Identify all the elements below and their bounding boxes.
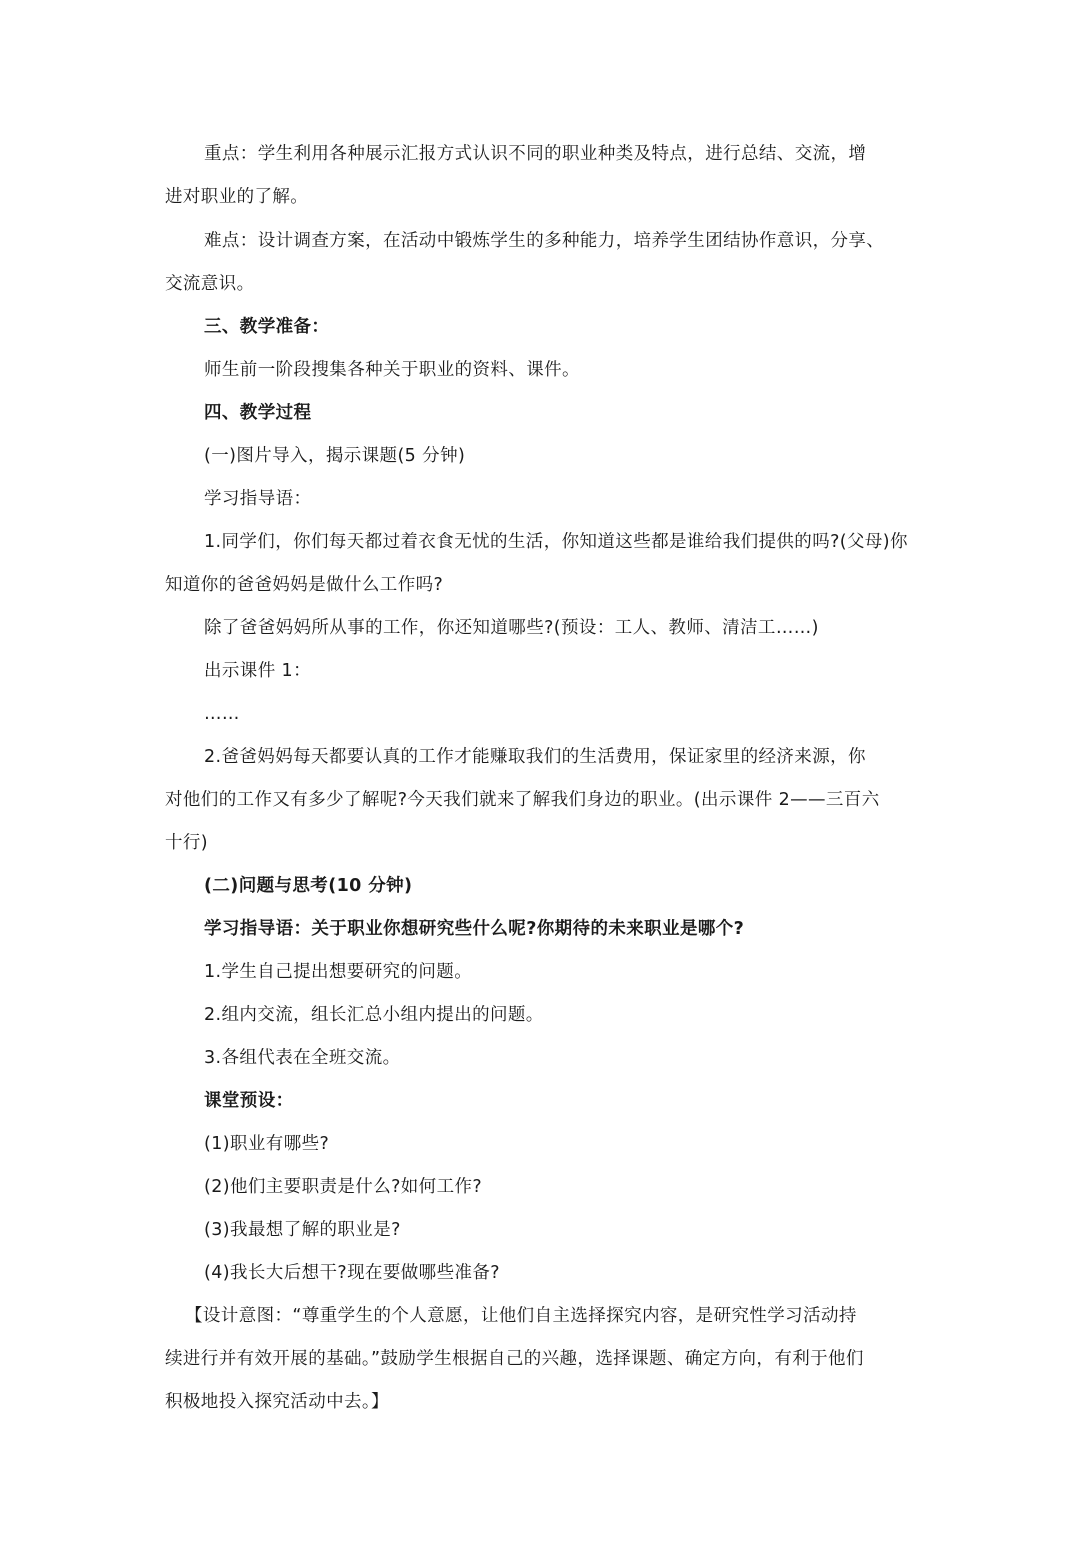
guide-label-1: 学习指导语： (204, 489, 312, 509)
paragraph-1-line-2: 知道你的爸爸妈妈是做什么工作吗? (165, 575, 444, 595)
paragraph-2: 除了爸爸妈妈所从事的工作，你还知道哪些?(预设：工人、教师、清洁工……) (204, 618, 819, 638)
section-heading-preparation: 三、教学准备： (204, 317, 330, 337)
design-intent-line-2: 续进行并有效开展的基础。”鼓励学生根据自己的兴趣，选择课题、确定方向，有利于他们 (165, 1349, 864, 1369)
paragraph-3-line-2: 对他们的工作又有多少了解呢?今天我们就来了解我们身边的职业。(出示课件 2——三百六 (165, 790, 880, 810)
difficulty-line-2: 交流意识。 (165, 274, 255, 294)
step-2: 2.组内交流，组长汇总小组内提出的问题。 (204, 1005, 544, 1025)
paragraph-3-line-3: 十行) (165, 833, 209, 853)
subsection-heading-2: (二)问题与思考(10 分钟) (204, 876, 413, 896)
question-2: (2)他们主要职责是什么?如何工作? (204, 1177, 483, 1197)
design-intent-line-1: 【设计意图：“尊重学生的个人意愿，让他们自主选择探究内容，是研究性学习活动持 (185, 1306, 857, 1326)
question-3: (3)我最想了解的职业是? (204, 1220, 401, 1240)
courseware-1-label: 出示课件 1： (204, 661, 311, 681)
step-1: 1.学生自己提出想要研究的问题。 (204, 962, 473, 982)
question-4: (4)我长大后想干?现在要做哪些准备? (204, 1263, 500, 1283)
ellipsis-line: …… (204, 704, 240, 724)
key-point-line-2: 进对职业的了解。 (165, 187, 309, 207)
paragraph-1-line-1: 1.同学们，你们每天都过着衣食无忧的生活，你知道这些都是谁给我们提供的吗?(父母)你 (204, 532, 908, 552)
step-3: 3.各组代表在全班交流。 (204, 1048, 401, 1068)
design-intent-line-3: 积极地投入探究活动中去。】 (165, 1392, 389, 1412)
guide-label-2: 学习指导语：关于职业你想研究些什么呢?你期待的未来职业是哪个? (204, 919, 745, 939)
key-point-line-1: 重点：学生利用各种展示汇报方式认识不同的职业种类及特点，进行总结、交流，增 (204, 144, 867, 164)
question-1: (1)职业有哪些? (204, 1134, 330, 1154)
paragraph-3-line-1: 2.爸爸妈妈每天都要认真的工作才能赚取我们的生活费用，保证家里的经济来源，你 (204, 747, 866, 767)
difficulty-line-1: 难点：设计调查方案，在活动中锻炼学生的多种能力，培养学生团结协作意识，分享、 (204, 231, 885, 251)
subsection-heading-1: (一)图片导入，揭示课题(5 分钟) (204, 446, 466, 466)
class-preset-label: 课堂预设： (204, 1091, 294, 1111)
preparation-text: 师生前一阶段搜集各种关于职业的资料、课件。 (204, 360, 580, 380)
section-heading-process: 四、教学过程 (204, 403, 312, 423)
